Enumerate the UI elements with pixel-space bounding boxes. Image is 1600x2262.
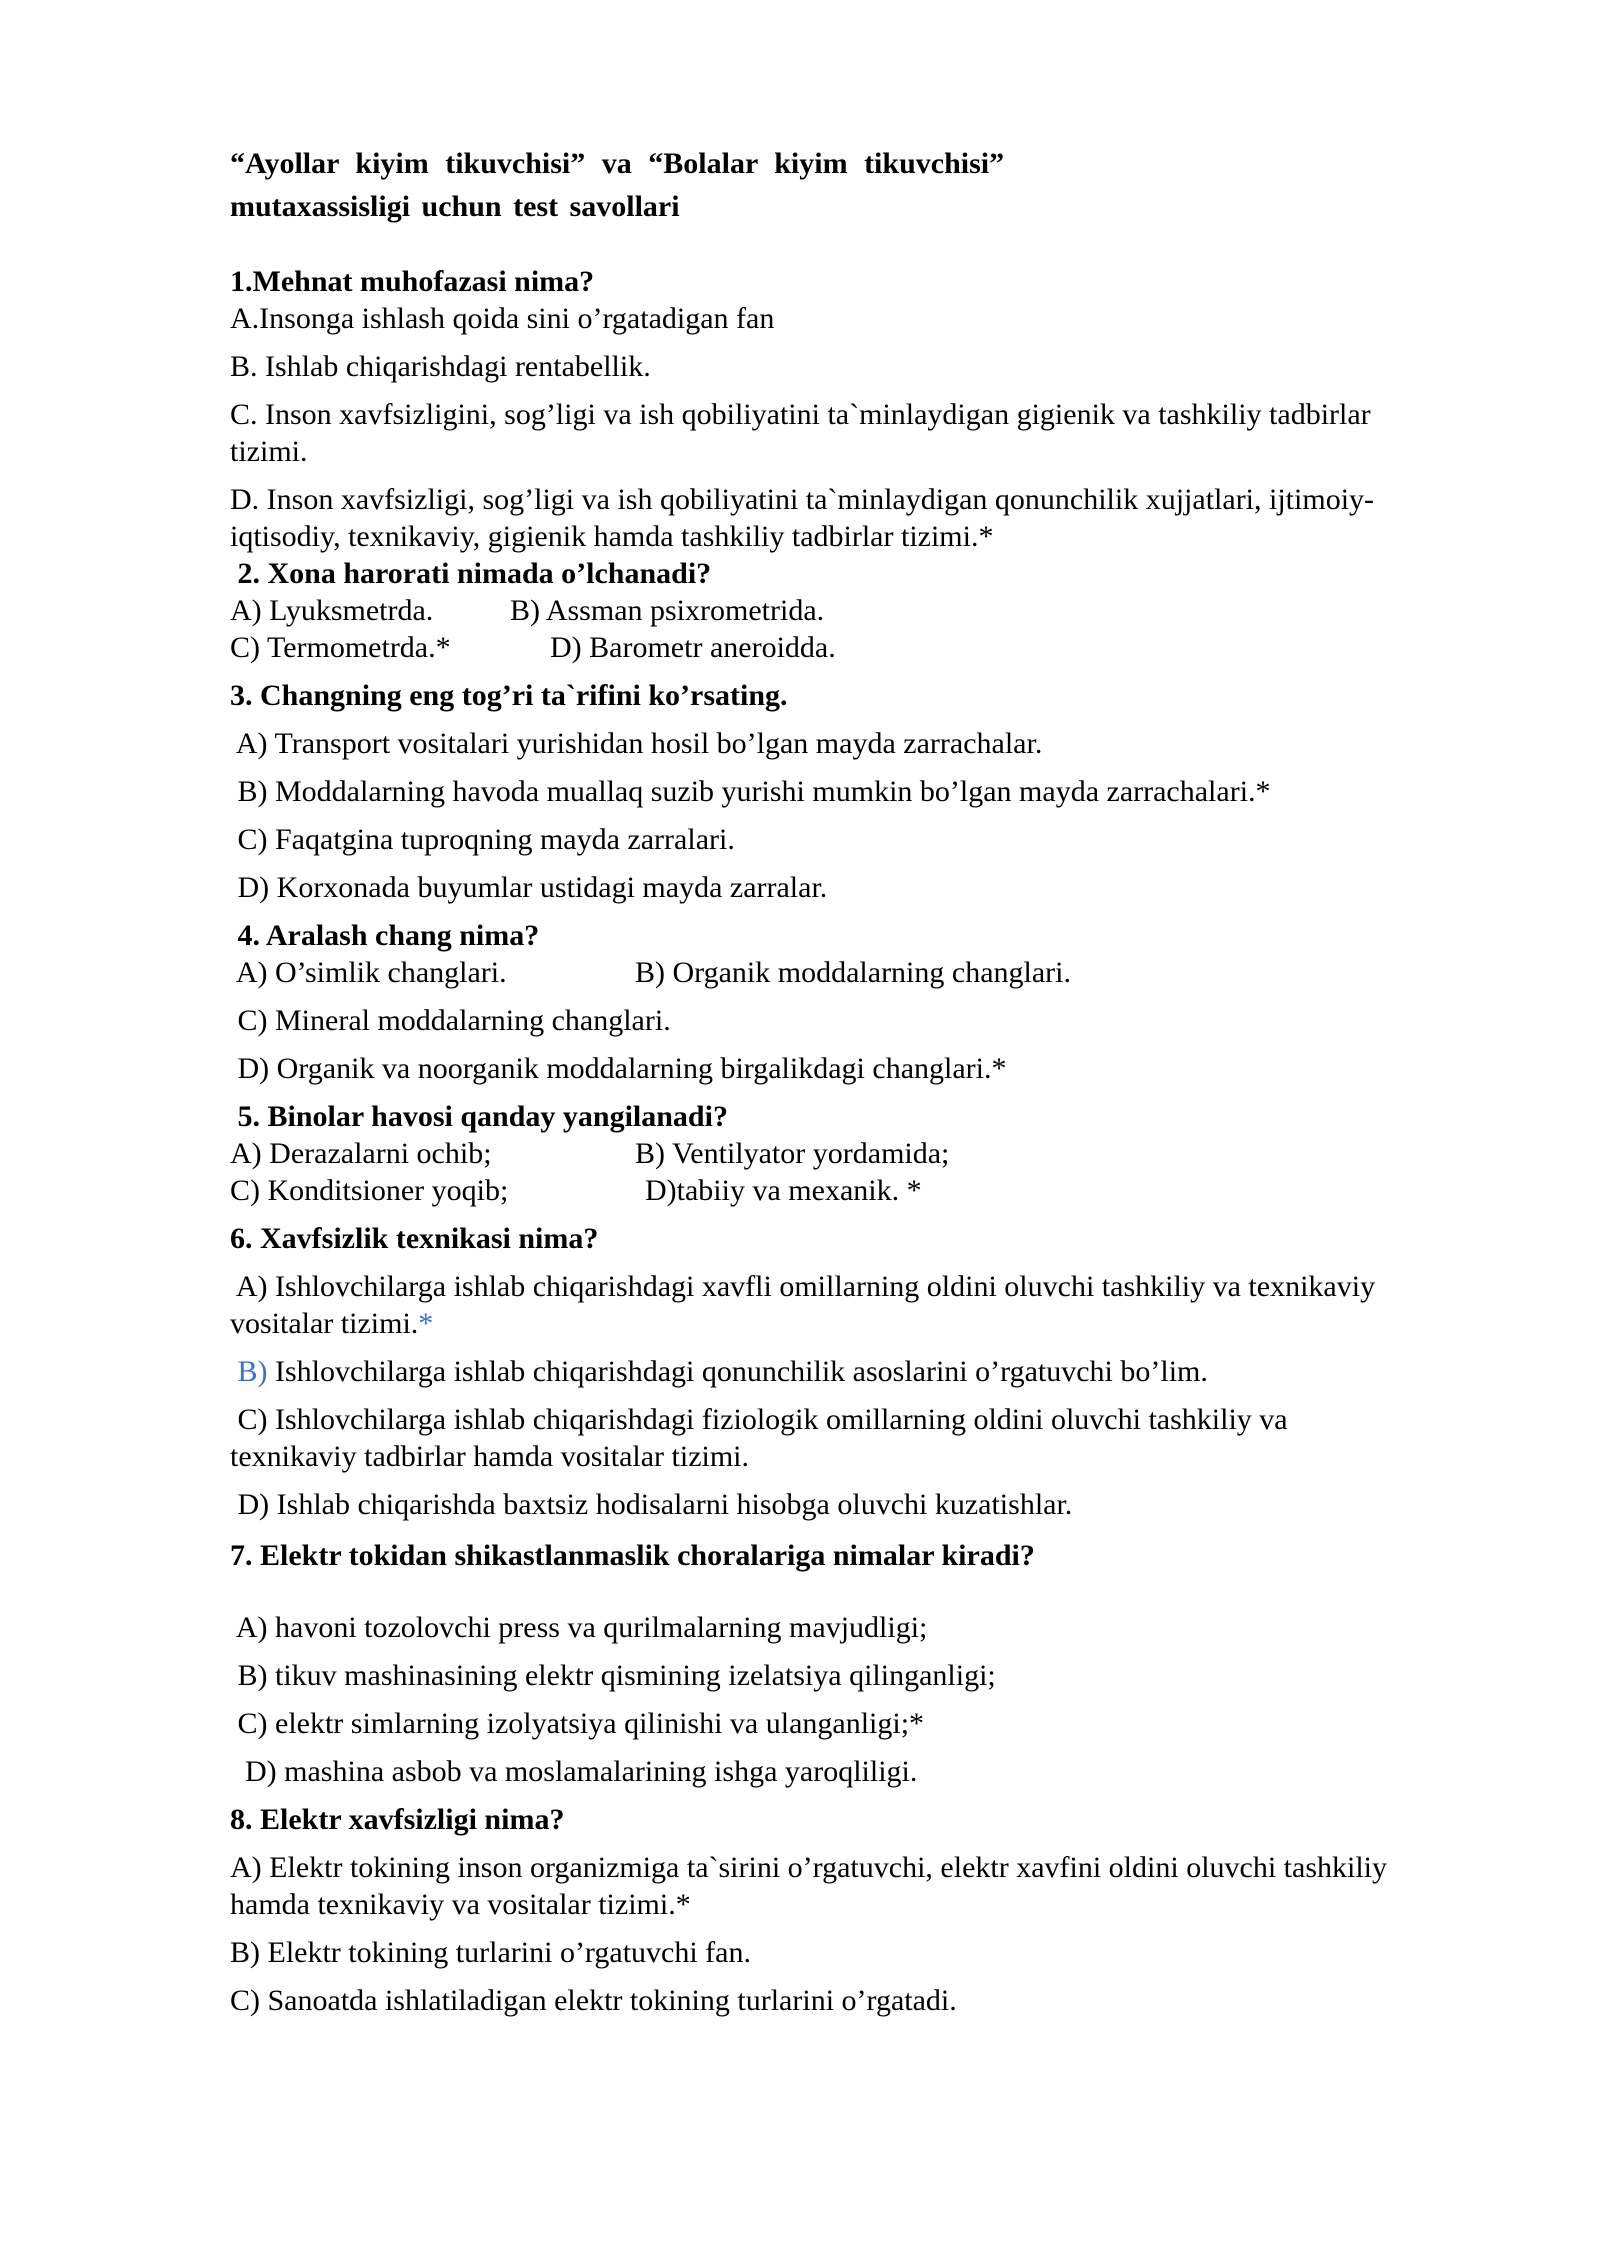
question-4-option-d: D) Organik va noorganik moddalarning birgalikdagi changlari.*: [230, 1052, 1007, 1085]
question-2-row-2: [230, 629, 1500, 666]
question-8-option-a: A) Elektr tokining inson organizmiga ta`sirini o’rgatuvchi, elektr xavfini oldini oluvchi tashkiliy: [230, 1851, 1388, 1884]
question-6-option-b: [230, 1353, 1500, 1390]
question-2-option-c: C) Termometrda.*: [230, 631, 451, 664]
question-2: 2. Xona harorati nimada o’lchanadi?: [230, 557, 712, 590]
question-4: 4. Aralash chang nima?: [230, 919, 540, 952]
question-3-option-b: B) Moddalarning havoda muallaq suzib yurishi mumkin bo’lgan mayda zarrachalari.*: [230, 775, 1271, 808]
question-8-option-b: B) Elektr tokining turlarini o’rgatuvchi fan.: [230, 1936, 751, 1969]
question-6: 6. Xavfsizlik texnikasi nima?: [230, 1222, 599, 1255]
question-6-option-c-cont: texnikaviy tadbirlar hamda vositalar tizimi.: [230, 1440, 750, 1473]
question-2-option-b: B) Assman psixrometrida.: [510, 594, 825, 627]
question-2-option-d: D) Barometr aneroidda.: [550, 631, 836, 664]
question-4-option-c: C) Mineral moddalarning changlari.: [230, 1004, 671, 1037]
question-2-option-a: A) Lyuksmetrda.: [230, 594, 434, 627]
question-7-option-a: A) havoni tozolovchi press va qurilmalarning mavjudligi;: [230, 1611, 928, 1644]
question-6-answer-mark: *: [418, 1307, 434, 1340]
question-5-option-c: C) Konditsioner yoqib;: [230, 1174, 509, 1207]
question-5-option-d: D)tabiiy va mexanik. *: [645, 1174, 922, 1207]
question-1-option-c-cont: tizimi.: [230, 435, 308, 468]
question-3-option-d: D) Korxonada buyumlar ustidagi mayda zarralar.: [230, 871, 828, 904]
question-8-option-c: C) Sanoatda ishlatiladigan elektr tokining turlarini o’rgatadi.: [230, 1984, 957, 2017]
document-title-line2: mutaxassisligi uchun test savollari: [230, 190, 680, 223]
document-title-line1: “Ayollar kiyim tikuvchisi” va “Bolalar kiyim tikuvchisi”: [230, 147, 1005, 180]
question-5-option-a: A) Derazalarni ochib;: [230, 1137, 492, 1170]
question-6-option-d: D) Ishlab chiqarishda baxtsiz hodisalarni hisobga oluvchi kuzatishlar.: [230, 1488, 1073, 1521]
question-4-row-1: [230, 954, 1500, 991]
question-1-option-b: B. Ishlab chiqarishdagi rentabellik.: [230, 350, 651, 383]
question-7-option-b: B) tikuv mashinasining elektr qismining izelatsiya qilinganligi;: [230, 1659, 996, 1692]
question-6-option-b-letter: B): [237, 1355, 268, 1388]
question-3-option-c: C) Faqatgina tuproqning mayda zarralari.: [230, 823, 735, 856]
question-5: 5. Binolar havosi qanday yangilanadi?: [230, 1100, 728, 1133]
question-8-option-a-cont: hamda texnikaviy va vositalar tizimi.*: [230, 1888, 691, 1921]
question-6-option-a-cont-text: vositalar tizimi.: [230, 1307, 419, 1340]
document-page: [230, 145, 1500, 2019]
question-7: 7. Elektr tokidan shikastlanmaslik choralariga nimalar kiradi?: [230, 1539, 1035, 1572]
question-5-row-2: [230, 1172, 1500, 1209]
question-5-option-b: B) Ventilyator yordamida;: [635, 1137, 950, 1170]
question-1-option-d-cont: iqtisodiy, texnikaviy, gigienik hamda tashkiliy tadbirlar tizimi.*: [230, 520, 994, 553]
question-1-option-a: A.Insonga ishlash qoida sini o’rgatadigan fan: [230, 302, 775, 335]
question-4-option-a: A) O’simlik changlari.: [230, 956, 507, 989]
question-1: 1.Mehnat muhofazasi nima?: [230, 265, 595, 298]
question-7-option-d: D) mashina asbob va moslamalarining ishga yaroqliligi.: [230, 1755, 918, 1788]
question-6-option-a: A) Ishlovchilarga ishlab chiqarishdagi xavfli omillarning oldini oluvchi tashkiliy va texnikaviy: [230, 1270, 1376, 1303]
question-7-option-c: C) elektr simlarning izolyatsiya qilinishi va ulanganligi;*: [230, 1707, 925, 1740]
question-6-option-a-cont: [230, 1305, 1500, 1342]
question-6-option-c: C) Ishlovchilarga ishlab chiqarishdagi fiziologik omillarning oldini oluvchi tashkiliy va: [230, 1403, 1288, 1436]
question-1-option-c: C. Inson xavfsizligini, sog’ligi va ish qobiliyatini ta`minlaydigan gigienik va tashkiliy tadbirlar: [230, 398, 1371, 431]
spacer: [230, 225, 1500, 263]
question-8: 8. Elektr xavfsizligi nima?: [230, 1803, 565, 1836]
question-4-option-b: B) Organik moddalarning changlari.: [635, 956, 1071, 989]
question-6-option-b-text: Ishlovchilarga ishlab chiqarishdagi qonunchilik asoslarini o’rgatuvchi bo’lim.: [267, 1355, 1208, 1388]
question-2-row-1: [230, 592, 1500, 629]
question-3-option-a: A) Transport vositalari yurishidan hosil bo’lgan mayda zarrachalar.: [230, 727, 1043, 760]
question-5-row-1: [230, 1135, 1500, 1172]
question-1-option-d: D. Inson xavfsizligi, sog’ligi va ish qobiliyatini ta`minlaydigan qonunchilik xujjatlari, ijtimoiy-: [230, 483, 1375, 516]
question-3: 3. Changning eng tog’ri ta`rifini ko’rsating.: [230, 679, 788, 712]
